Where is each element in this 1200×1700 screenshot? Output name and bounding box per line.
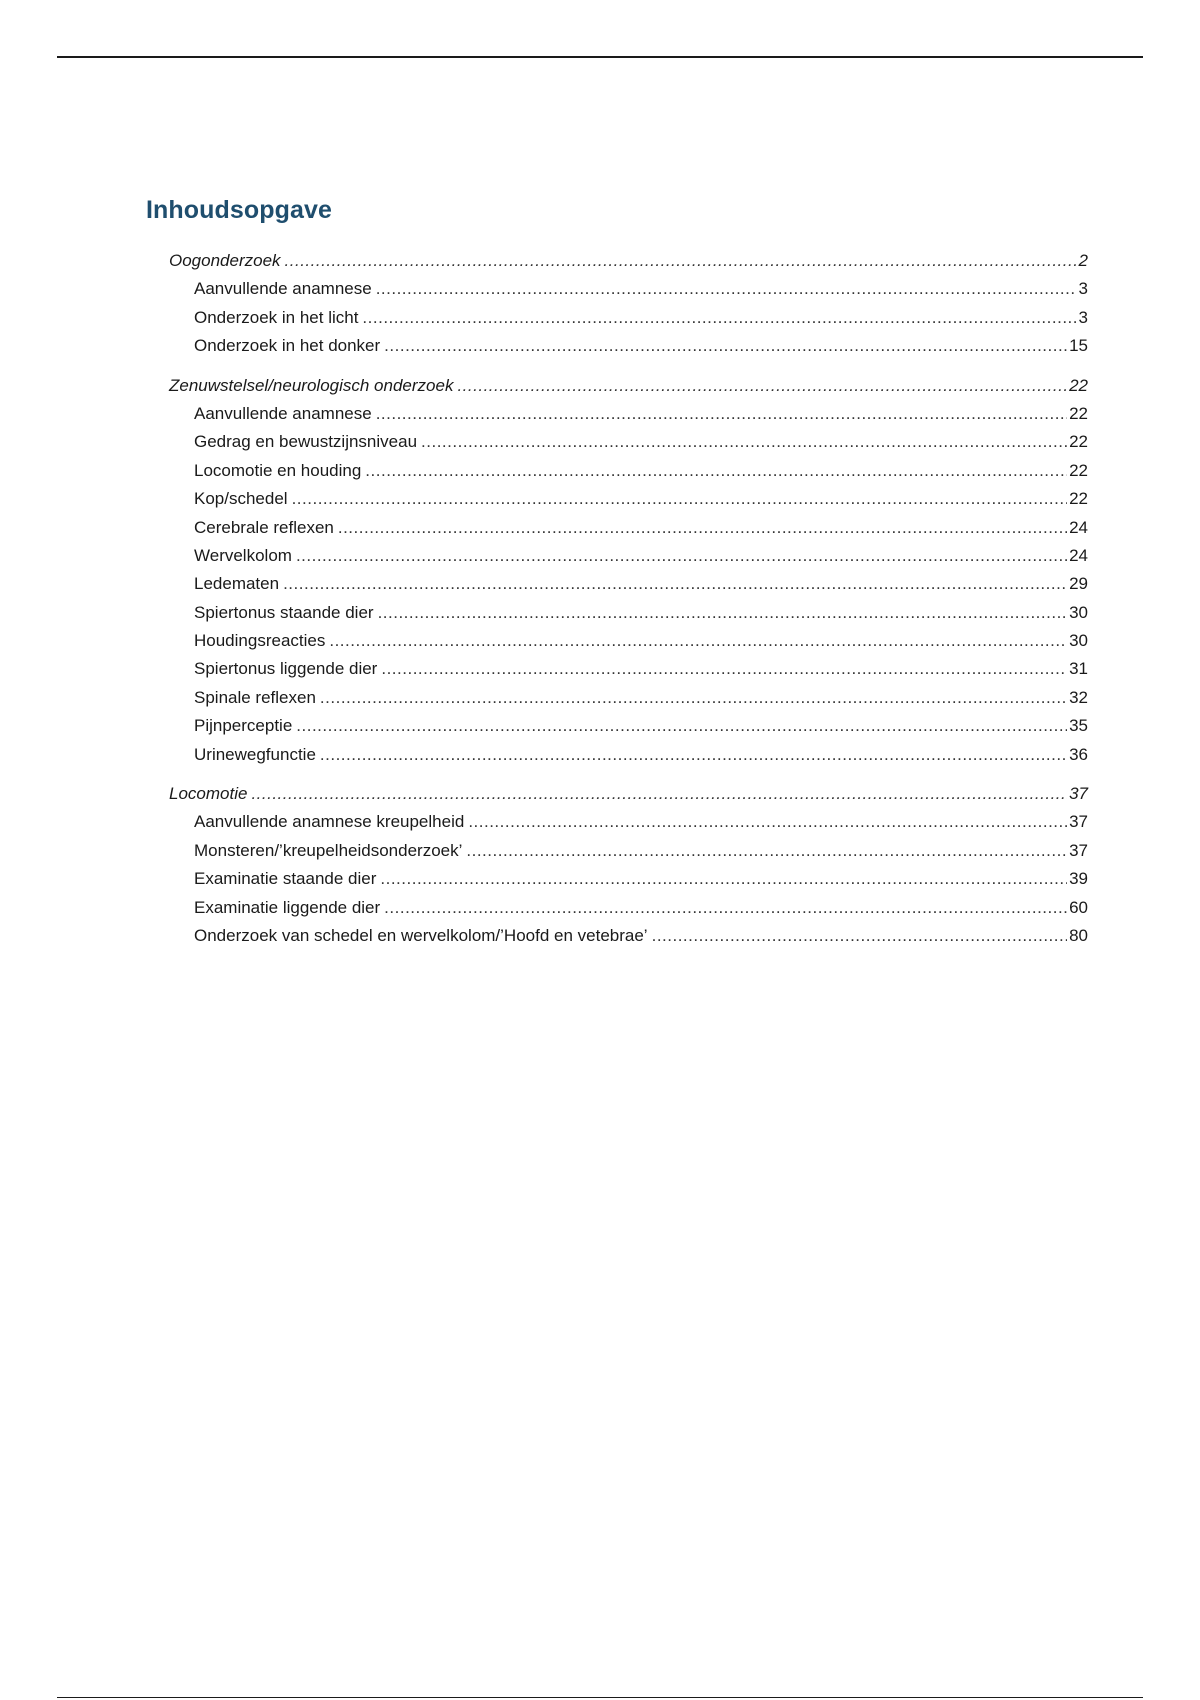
toc-entry-title: Urinewegfunctie: [194, 744, 316, 764]
toc-entry-title: Examinatie staande dier: [194, 869, 377, 889]
toc-entry-title: Aanvullende anamnese kreupelheid: [194, 812, 465, 832]
toc-entry-title: Cerebrale reflexen: [194, 517, 334, 537]
toc-subsection-entry[interactable]: [169, 627, 1088, 655]
toc-subsection-entry[interactable]: [169, 865, 1088, 893]
toc-dot-leader: [362, 304, 1076, 332]
toc-page-number: 22: [1069, 432, 1088, 452]
toc-dot-leader: [380, 865, 1067, 893]
toc-page-number: 39: [1069, 869, 1088, 889]
toc-entry-title: Aanvullende anamnese: [194, 279, 372, 299]
toc-title: Inhoudsopgave: [146, 196, 333, 224]
toc-dot-leader: [320, 684, 1067, 712]
toc-section-entry[interactable]: [169, 780, 1088, 808]
toc-page-number: 37: [1069, 812, 1088, 832]
toc-entry-title: Houdingsreacties: [194, 631, 326, 651]
toc-section: [169, 372, 1088, 769]
toc-entry-title: Ledematen: [194, 574, 280, 594]
toc-entry-title: Oogonderzoek: [169, 251, 281, 270]
toc-section-entry[interactable]: [169, 372, 1088, 400]
toc-subsection-entry[interactable]: [169, 808, 1088, 836]
toc-page-number: 22: [1069, 460, 1088, 480]
toc-page-number: 30: [1069, 602, 1088, 622]
toc-subsection-entry[interactable]: [169, 514, 1088, 542]
toc-section: [169, 247, 1088, 361]
toc-entry-title: Spinale reflexen: [194, 687, 316, 707]
toc-subsection-entry[interactable]: [169, 332, 1088, 360]
toc-subsection-entry[interactable]: [169, 304, 1088, 332]
toc-dot-leader: [421, 428, 1067, 456]
toc-page-number: 24: [1069, 517, 1088, 537]
toc-dot-leader: [292, 485, 1068, 513]
toc-page-number: 60: [1069, 897, 1088, 917]
toc-page-number: 32: [1069, 687, 1088, 707]
toc-entry-title: Wervelkolom: [194, 545, 292, 565]
toc-page-number: 22: [1069, 403, 1088, 423]
toc-page-number: 80: [1069, 925, 1088, 945]
toc-dot-leader: [376, 275, 1077, 303]
toc-subsection-entry[interactable]: [169, 457, 1088, 485]
toc-dot-leader: [378, 599, 1068, 627]
toc-subsection-entry[interactable]: [169, 570, 1088, 598]
toc-page-number: 36: [1069, 744, 1088, 764]
toc-entry-title: Zenuwstelsel/neurologisch onderzoek: [169, 375, 454, 395]
toc-dot-leader: [320, 741, 1067, 769]
toc-entry-title: Onderzoek van schedel en wervelkolom/’Hoofd en vetebrae’: [194, 925, 648, 945]
toc-subsection-entry[interactable]: [169, 837, 1088, 865]
toc-dot-leader: [329, 627, 1067, 655]
toc-page-number: 3: [1078, 307, 1088, 327]
toc-page-number: 3: [1078, 279, 1088, 299]
toc-entry-title: Spiertonus staande dier: [194, 602, 374, 622]
toc-page-number: 37: [1069, 784, 1088, 804]
toc-dot-leader: [384, 332, 1067, 360]
toc-subsection-entry[interactable]: [169, 485, 1088, 513]
toc-dot-leader: [457, 372, 1067, 400]
table-of-contents: [169, 247, 1088, 961]
toc-section-entry[interactable]: [169, 247, 1088, 275]
toc-subsection-entry[interactable]: [169, 741, 1088, 769]
toc-entry-title: Aanvullende anamnese: [194, 403, 372, 423]
toc-subsection-entry[interactable]: [169, 922, 1088, 950]
toc-dot-leader: [251, 780, 1067, 808]
toc-subsection-entry[interactable]: [169, 428, 1088, 456]
toc-page-number: 31: [1069, 659, 1088, 679]
toc-entry-title: Monsteren/’kreupelheidsonderzoek’: [194, 840, 463, 860]
toc-dot-leader: [285, 247, 1077, 275]
toc-dot-leader: [296, 712, 1067, 740]
toc-subsection-entry[interactable]: [169, 655, 1088, 683]
toc-entry-title: Onderzoek in het licht: [194, 307, 359, 327]
toc-dot-leader: [296, 542, 1067, 570]
toc-entry-title: Onderzoek in het donker: [194, 336, 381, 356]
footer-rule: [57, 1697, 1143, 1698]
toc-subsection-entry[interactable]: [169, 684, 1088, 712]
toc-dot-leader: [376, 400, 1067, 428]
toc-page-number: 22: [1069, 375, 1088, 395]
toc-subsection-entry[interactable]: [169, 712, 1088, 740]
toc-entry-title: Locomotie en houding: [194, 460, 362, 480]
toc-subsection-entry[interactable]: [169, 599, 1088, 627]
toc-page-number: 22: [1069, 489, 1088, 509]
toc-subsection-entry[interactable]: [169, 275, 1088, 303]
toc-page-number: 2: [1078, 251, 1088, 270]
toc-dot-leader: [338, 514, 1067, 542]
toc-dot-leader: [468, 808, 1067, 836]
toc-entry-title: Locomotie: [169, 784, 248, 804]
toc-dot-leader: [283, 570, 1067, 598]
toc-page-number: 30: [1069, 631, 1088, 651]
toc-page-number: 24: [1069, 545, 1088, 565]
toc-entry-title: Kop/schedel: [194, 489, 288, 509]
toc-entry-title: Examinatie liggende dier: [194, 897, 381, 917]
header-rule: [57, 56, 1143, 58]
toc-subsection-entry[interactable]: [169, 400, 1088, 428]
toc-entry-title: Gedrag en bewustzijnsniveau: [194, 432, 418, 452]
toc-dot-leader: [652, 922, 1067, 950]
toc-entry-title: Pijnperceptie: [194, 716, 293, 736]
toc-page-number: 37: [1069, 840, 1088, 860]
toc-page-number: 29: [1069, 574, 1088, 594]
toc-dot-leader: [365, 457, 1067, 485]
toc-dot-leader: [381, 655, 1067, 683]
toc-subsection-entry[interactable]: [169, 894, 1088, 922]
toc-page-number: 15: [1069, 336, 1088, 356]
toc-dot-leader: [466, 837, 1067, 865]
toc-page-number: 35: [1069, 716, 1088, 736]
toc-section: [169, 780, 1088, 950]
toc-entry-title: Spiertonus liggende dier: [194, 659, 378, 679]
toc-subsection-entry[interactable]: [169, 542, 1088, 570]
toc-dot-leader: [384, 894, 1067, 922]
